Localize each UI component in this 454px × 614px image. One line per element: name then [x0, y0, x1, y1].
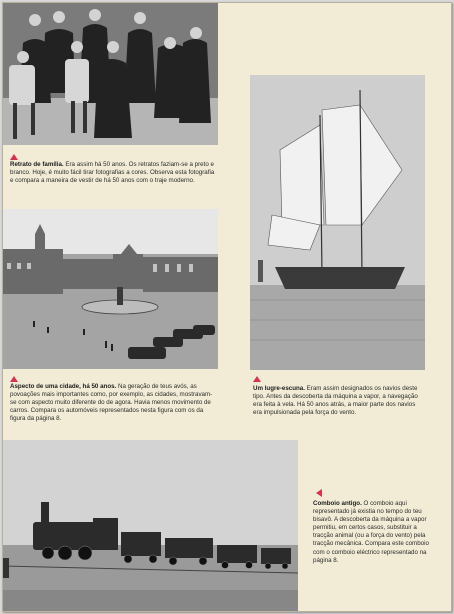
marker-triangle-icon: [316, 489, 322, 497]
ship-caption-title: Um lugre-escuna.: [253, 385, 305, 392]
marker-triangle-icon: [253, 376, 261, 382]
ship-caption-body: Eram assim designados os navios deste tipo. Antes da descoberta da máquina a vapor, a navegação era feita à vela. Há 50 anos atrás, a maior parte dos navios era impulsionada pela força do vento.: [253, 385, 418, 417]
steam-train-illustration: [3, 440, 298, 611]
family-caption-title: Retrato de família.: [10, 161, 64, 168]
city-square-photo: [3, 209, 218, 369]
train-caption: [313, 500, 433, 565]
train-caption-title: Comboio antigo.: [313, 500, 362, 507]
ship-caption: [253, 385, 425, 417]
city-square-illustration: [3, 209, 218, 369]
train-caption-body: O comboio aqui representado já existia no tempo do teu bisavô. A descoberta da máquina a vapor permitiu, em certos casos, substituir a tracção animal (ou a força do vento) pela tracção mecânica. Compara este comboio com o comboio eléctrico representado na página 8.: [313, 500, 429, 564]
marker-triangle-icon: [10, 154, 18, 160]
family-portrait-illustration: [3, 3, 218, 145]
city-caption-title: Aspecto de uma cidade, há 50 anos.: [10, 383, 117, 390]
book-page: [2, 2, 452, 612]
city-caption-body: Na geração de teus avós, as povoações mais importantes como, por exemplo, as cidades, mostravam-se com aspecto muito diferente do de agora. Havia menos movimento de carros. Compara os automóveis representados nesta figura com os da figura da página 8.: [10, 383, 213, 423]
marker-triangle-icon: [10, 376, 18, 382]
family-portrait-photo: [3, 3, 218, 145]
family-caption: [10, 161, 215, 185]
steam-train-photo: [3, 440, 298, 611]
schooner-photo: [250, 75, 425, 370]
family-caption-body: Era assim há 50 anos. Os retratos faziam-se a preto e branco. Hoje, é muito fácil tirar fotografias a cores. Observa esta fotografia e compara a maneira de vestir de há 50 anos com o traje moderno.: [10, 161, 215, 185]
schooner-illustration: [250, 75, 425, 370]
city-caption: [10, 383, 218, 423]
